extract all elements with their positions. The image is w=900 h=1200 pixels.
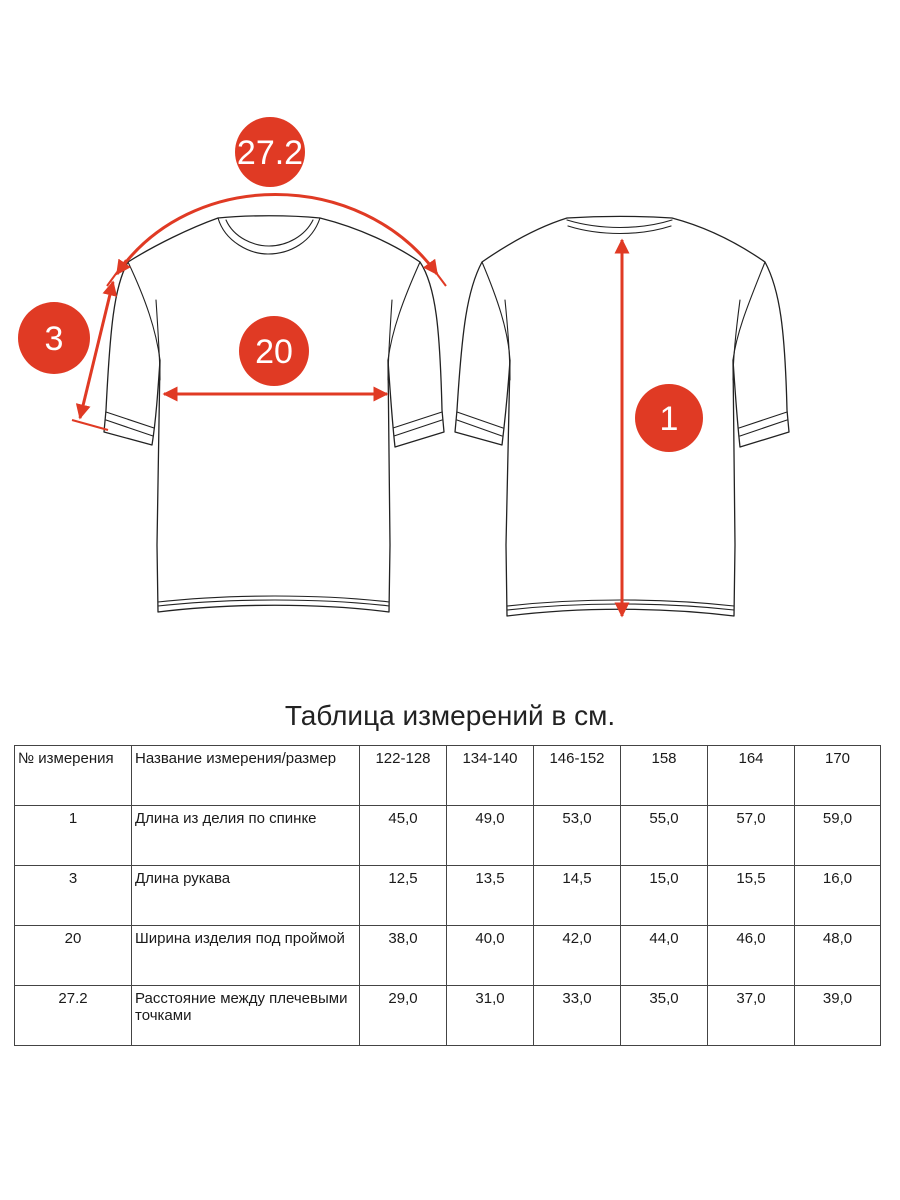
svg-text:1: 1 — [659, 400, 679, 438]
value-cell: 31,0 — [447, 986, 534, 1046]
measurement-number: 3 — [15, 866, 132, 926]
value-cell: 29,0 — [360, 986, 447, 1046]
header-cell: № измерения — [15, 746, 132, 806]
badge-20 — [239, 316, 309, 386]
badge-27.2 — [235, 117, 305, 187]
badge-1 — [635, 384, 703, 452]
header-cell: 170 — [795, 746, 881, 806]
measurement-name: Ширина изделия под проймой — [132, 926, 360, 986]
svg-text:3: 3 — [44, 320, 64, 358]
value-cell: 48,0 — [795, 926, 881, 986]
value-cell: 35,0 — [621, 986, 708, 1046]
table-row — [15, 986, 881, 1046]
value-cell: 15,0 — [621, 866, 708, 926]
value-cell: 13,5 — [447, 866, 534, 926]
value-cell: 37,0 — [708, 986, 795, 1046]
value-cell: 14,5 — [534, 866, 621, 926]
value-cell: 39,0 — [795, 986, 881, 1046]
value-cell: 46,0 — [708, 926, 795, 986]
measurement-table — [14, 745, 881, 1046]
value-cell: 49,0 — [447, 806, 534, 866]
header-cell: 164 — [708, 746, 795, 806]
measurement-number: 27.2 — [15, 986, 132, 1046]
measurement-number: 1 — [15, 806, 132, 866]
value-cell: 40,0 — [447, 926, 534, 986]
svg-text:20: 20 — [255, 333, 293, 371]
value-cell: 53,0 — [534, 806, 621, 866]
value-cell: 44,0 — [621, 926, 708, 986]
value-cell: 42,0 — [534, 926, 621, 986]
table-row — [15, 866, 881, 926]
header-cell: 122-128 — [360, 746, 447, 806]
svg-text:27.2: 27.2 — [236, 134, 304, 172]
value-cell: 12,5 — [360, 866, 447, 926]
badge-3 — [18, 302, 90, 374]
table-header-row — [15, 746, 881, 806]
header-cell: 158 — [621, 746, 708, 806]
value-cell: 45,0 — [360, 806, 447, 866]
value-cell: 55,0 — [621, 806, 708, 866]
table-title: Таблица измерений в см. — [284, 700, 616, 731]
measurement-number: 20 — [15, 926, 132, 986]
table-row — [15, 806, 881, 866]
header-cell: 146-152 — [534, 746, 621, 806]
value-cell: 57,0 — [708, 806, 795, 866]
value-cell: 33,0 — [534, 986, 621, 1046]
tshirt-front — [104, 216, 444, 612]
measurement-name: Длина рукава — [132, 866, 360, 926]
measurement-name: Длина из делия по спинке — [132, 806, 360, 866]
value-cell: 15,5 — [708, 866, 795, 926]
value-cell: 59,0 — [795, 806, 881, 866]
header-cell: 134-140 — [447, 746, 534, 806]
measurement-name: Расстояние между плечевыми точками — [132, 986, 360, 1046]
table-row — [15, 926, 881, 986]
value-cell: 16,0 — [795, 866, 881, 926]
value-cell: 38,0 — [360, 926, 447, 986]
header-cell: Название измерения/размер — [132, 746, 360, 806]
